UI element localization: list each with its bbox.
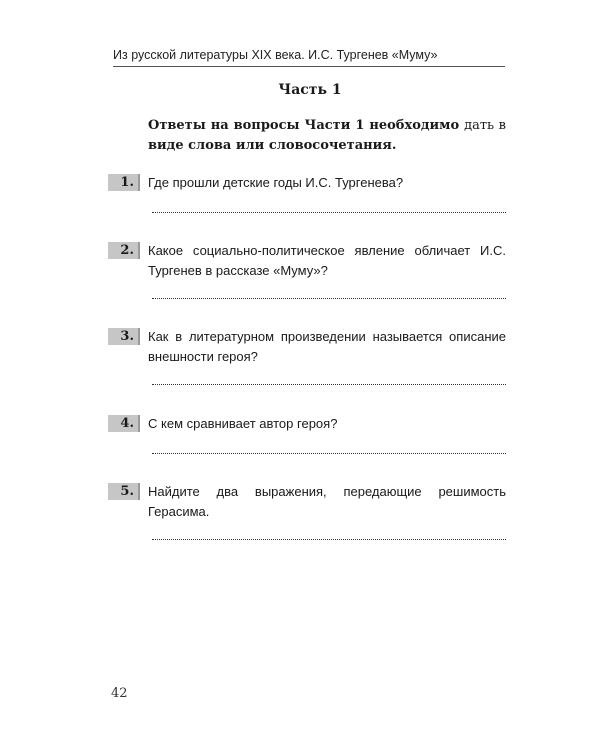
instruction-text-bold-lead: Ответы на вопросы Части 1 необходимо <box>148 118 460 133</box>
answer-line[interactable] <box>152 453 506 454</box>
question-text: Найдите два выражения, передающие решимость Герасима. <box>148 484 506 519</box>
instruction-text <box>148 116 506 156</box>
part-title: Часть 1 <box>278 82 342 98</box>
question-text: Какое социально-политическое явление обличает И.С. Тургенев в рассказе «Муму»? <box>148 243 506 278</box>
instruction-text-bold-tail: виде слова или словосочетания. <box>148 138 397 153</box>
answer-line[interactable] <box>152 384 506 385</box>
question-text: Где прошли детские годы И.С. Тургенева? <box>148 175 404 190</box>
answer-line[interactable] <box>152 212 506 213</box>
question-number-badge: 2. <box>108 242 140 259</box>
answer-line[interactable] <box>152 539 506 540</box>
question-text: Как в литературном произведении называется описание внешности героя? <box>148 329 506 364</box>
running-header: Из русской литературы XIX века. И.С. Тургенев «Муму» <box>113 48 438 62</box>
question-number-badge: 3. <box>108 328 140 345</box>
answer-line[interactable] <box>152 298 506 299</box>
question-number-badge: 1. <box>108 174 140 191</box>
page-number: 42 <box>111 686 128 701</box>
question-number-badge: 4. <box>108 415 140 432</box>
question-number-badge: 5. <box>108 483 140 500</box>
instruction-text-regular: дать в <box>464 118 506 133</box>
header-divider <box>113 66 505 67</box>
question-text: С кем сравнивает автор героя? <box>148 416 338 431</box>
